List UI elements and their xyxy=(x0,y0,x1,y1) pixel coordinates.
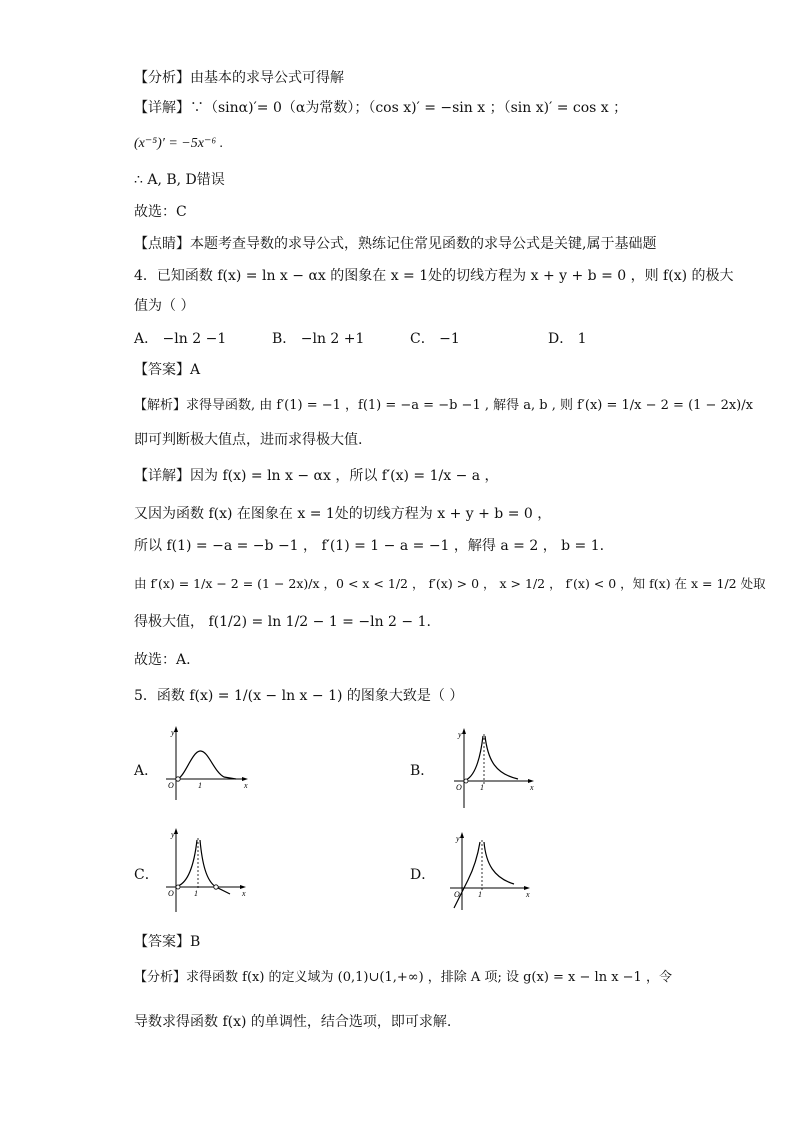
q5-option-b-label: B． xyxy=(410,763,435,779)
detail-line: 【详解】∵（sinα)′= 0（α为常数）；（cos x)′ = −sin x ；（sin x)′ = cos x ； xyxy=(134,100,628,116)
graph-c-origin-label: O xyxy=(168,889,174,898)
q5-option-c-label: C． xyxy=(134,867,159,883)
conclusion-line: ∴ A, B, D错误 xyxy=(134,172,225,188)
graph-b-y-label: y xyxy=(458,730,462,739)
graph-d-origin-label: O xyxy=(454,890,460,899)
graph-b-x-label: x xyxy=(530,783,534,792)
graph-d-x-label: x xyxy=(526,890,530,899)
graph-c-x-label: x xyxy=(242,889,246,898)
choice-4: 故选：A. xyxy=(134,652,191,668)
analysis-5-line-1: 【分析】求得函数 f(x) 的定义域为 (0,1)∪(1,+∞) ，排除 A 项; 设 g(x) = x − ln x −1 ，令 xyxy=(134,970,672,985)
q5-option-d-label: D． xyxy=(410,867,436,883)
graph-a xyxy=(162,724,252,802)
analysis-line: 【分析】由基本的求导公式可得解 xyxy=(134,70,344,86)
q4-option-c: C． −1 xyxy=(410,331,460,347)
graph-a-y-label: y xyxy=(171,728,175,737)
detail-4-line-4: 由 f′(x) = 1/x − 2 = (1 − 2x)/x ，0 < x < 1/2 ， f′(x) > 0 ， x > 1/2 ， f′(x) < 0 ，知 f(x) 在 x = 1/2 处取 xyxy=(134,576,766,591)
detail-4-line-1: 【详解】因为 f(x) = ln x − αx ，所以 f′(x) = 1/x − a ， xyxy=(134,468,499,484)
graph-c-y-label: y xyxy=(171,830,175,839)
analysis-5-line-2: 导数求得函数 f(x) 的单调性，结合选项，即可求解. xyxy=(134,1014,452,1030)
q4-option-a: A． −ln 2 −1 xyxy=(134,331,227,347)
graph-d xyxy=(444,830,534,912)
question-4-line-1: 4．已知函数 f(x) = ln x − αx 的图象在 x = 1处的切线方程为 x + y + b = 0 ，则 f(x) 的极大 xyxy=(134,268,734,284)
analysis-4-line-1: 【解析】求得导函数, 由 f′(1) = −1 ，f(1) = −a = −b −1 , 解得 a, b , 则 f′(x) = 1/x − 2 = (1 − 2x)/x xyxy=(134,398,753,413)
question-5: 5．函数 f(x) = 1/(x − ln x − 1) 的图象大致是（ ） xyxy=(134,688,464,704)
formula-line: (x⁻⁵)′ = −5x⁻⁶ . xyxy=(134,136,224,151)
graph-b xyxy=(448,726,538,810)
question-4-line-2: 值为（ ） xyxy=(134,298,195,314)
q5-option-a-label: A． xyxy=(134,763,159,779)
q4-option-d: D． 1 xyxy=(548,331,587,347)
detail-4-line-3: 所以 f(1) = −a = −b −1 ， f′(1) = 1 − a = −1 ，解得 a = 2 ， b = 1. xyxy=(134,538,605,554)
graph-d-one-label: 1 xyxy=(478,890,482,899)
detail-4-line-2: 又因为函数 f(x) 在图象在 x = 1处的切线方程为 x + y + b = 0 ， xyxy=(134,506,552,522)
graph-d-y-label: y xyxy=(456,834,460,843)
detail-4-line-5: 得极大值， f(1/2) = ln 1/2 − 1 = −ln 2 − 1. xyxy=(134,614,431,630)
answer-5: 【答案】B xyxy=(134,934,201,950)
comment-line: 【点睛】本题考查导数的求导公式，熟练记住常见函数的求导公式是关键,属于基础题 xyxy=(134,236,657,252)
graph-b-origin-label: O xyxy=(456,783,462,792)
analysis-4-line-2: 即可判断极大值点，进而求得极大值. xyxy=(134,432,363,448)
graph-a-x-label: x xyxy=(244,781,248,790)
choice-line: 故选：C xyxy=(134,204,187,220)
graph-a-origin-label: O xyxy=(168,781,174,790)
graph-c-one-label: 1 xyxy=(194,889,198,898)
graph-a-one-label: 1 xyxy=(198,781,202,790)
graph-b-one-label: 1 xyxy=(480,783,484,792)
answer-4: 【答案】A xyxy=(134,362,201,378)
q4-option-b: B． −ln 2 +1 xyxy=(272,331,365,347)
graph-c xyxy=(162,826,252,912)
